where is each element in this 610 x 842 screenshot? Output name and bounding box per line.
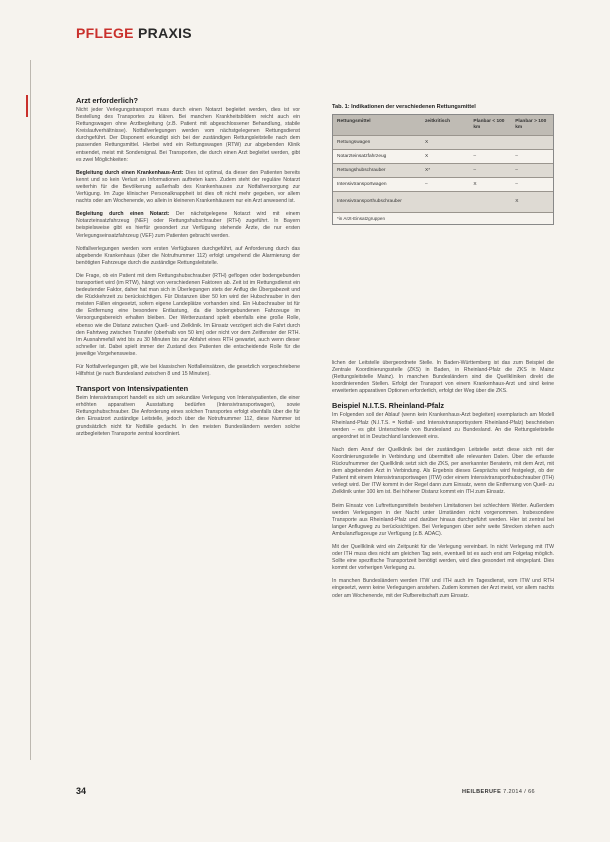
table-cell bbox=[511, 136, 553, 150]
paragraph: Beim Intensivtransport handelt es sich um sekundäre Verlegung von Intensivpatienten, die einer erhöhten apparativen Ausstattung bedürfen (Intensivtransportwagen), sowie Rettungshubschrauber. Die Anforderung eines solchen Transportes erfolgt ebenfalls über die für den Einsatzort zuständige Leitstelle, jedoch über die Notrufnummer 112, diese Nummer ist grundsätzlich nicht für Notfälle gedacht. In den meisten Bundesländern werden solche arztbegleiteten Transporte zentral koordiniert. bbox=[76, 395, 300, 437]
paragraph bbox=[76, 211, 300, 239]
table-cell: – bbox=[421, 178, 469, 192]
paragraph: Mit der Quellklinik wird ein Zeitpunkt für die Verlegung vereinbart. In nicht Verlegung mit ITW oder ITH muss dies nicht am gleichen Tag sein, eventuell ist es auch erst am Folgetag möglich. Sollte eine spezifische Transportzeit benötigt werden, wird dies gesondert mit eingeplant. Dies kommt der vorherigen Verlegung zu. bbox=[332, 543, 554, 572]
table-cell: X bbox=[469, 178, 511, 192]
paragraph: Im Folgenden soll der Ablauf (wenn kein Krankenhaus-Arzt begleiten) exemplarisch am Modell Rheinland-Pfalz (N.I.T.S. = Notfall- und Intensivtransportsystem Rheinland-Pfalz) beschrieben werden – es gibt Unterschiede von Bundesland zu Bundesland. An die Rettungsleitstelle angeordnet ist in Deutschland landesweit eins. bbox=[332, 412, 554, 440]
table-row bbox=[333, 192, 553, 213]
paragraph: Für Notfallverlegungen gilt, wie bei klassischen Notfalleinsätzen, die gesetzlich vorgeschriebene Hilfsfrist (je nach Bundesland zwischen 8 und 15 Minuten). bbox=[76, 364, 300, 378]
paragraph: In manchen Bundesländern werden ITW und ITH auch im Tagesdienst, vom ITW und RTH eingesetzt, wenn keine Verlegungen anstehen. Zudem kommen der Arzt meist, vor allem nachts oder am Wochenende, mit der Rufbereitschaft zum Einsatz. bbox=[332, 578, 554, 599]
paragraph: Die Frage, ob ein Patient mit dem Rettungshubschrauber (RTH) geflogen oder bodengebunden transportiert wird (im RTW), hängt von verschiedenen Faktoren ab. Zeit ist im Rettungsdienst ein bedeutender Faktor, daher hat man sich in Überlegungen stets der Anflug die Übergabezeit und die Rückkehrzeit zu berücksichtigen. Für Distanzen über 50 km wird der Hubschrauber in den meisten Fällen eingesetzt, sofern eigene Landeplätze vorhanden sind. Ein Hubschrauber ist für die Entfernung eine besondere Entlastung, da die bodengebundenen Fahrzeuge im Versorgungsbereich erhalten bleiben. Der Wetterzustand spielt ebenfalls eine große Rolle, ebenso wie die Distanz zwischen Quell- und Zielklinik. Im Einsatz verzögert sich die Fahrt durch den Fahrtweg zwischen Transfer (oberhalb von 50 km) oder nicht vor dem Zeitfenster der RTH. Im Ausnahmefall wird bis zu 30 Minuten bis zur Abfahrt eines RTH gewartet, auch wenn dieser schneller ist. Dabei spielt immer der Zustand des Patienten die entscheidende Rolle für die jeweilige Vorgehensweise. bbox=[76, 272, 300, 357]
table-cell: X bbox=[421, 136, 469, 150]
heading-nits-rheinland-pfalz: Beispiel N.I.T.S. Rheinland-Pfalz bbox=[332, 401, 445, 411]
table-frame bbox=[332, 114, 554, 225]
table-cell bbox=[469, 136, 511, 150]
table-cell: Intensivtransporthubschrauber bbox=[333, 192, 421, 213]
paragraph: Beim Einsatz von Luftrettungsmitteln bestehen Limitationen bei schlechtem Wetter. Außerdem werden Verlegungen in der Nacht unter Umständen nicht vorgenommen. Insbesondere Transporte aus Rheinland-Pfalz und darüber hinaus durchgeführt werden. Hier ist zentral bei langer Anflugweg zu berücksichtigen. Bei Verlegungen über sehr weite Strecken stehen auch Ambulanzflugzeuge zur Verfügung (z.B. ADAC). bbox=[332, 502, 554, 537]
table-cell: – bbox=[469, 164, 511, 178]
issue-info: 7.2014 / 66 bbox=[503, 789, 536, 795]
paragraph: Nicht jeder Verlegungstransport muss durch einen Notarzt begleitet werden, dies ist vor Bestellung des Transportes zu klären. Bei manchen Krankheitsbildern reicht auch ein Rettungswagen ohne Arztbegleitung (z.B. Patient mit abgeschlossener Behandlung, stabile Kreislaufverhältnisse). Notfallverlegungen werden vom nächstgelegenen Rettungsdienst durchgeführt. Der Disponent erkundigt sich bei der zuständigen Rettungsleitstelle nach dem passenden Rettungsmittel. Hierbei wird ein Rettungswagen (RTW) zur abgebenden Klinik entsendet, meist mit Sondersignal. Bei Transporten, die durch einen Arzt begleitet werden, gibt es zwei Möglichkeiten: bbox=[76, 107, 300, 163]
heading-arzt-erforderlich: Arzt erforderlich? bbox=[76, 96, 139, 105]
section-header bbox=[76, 25, 192, 41]
paragraph-text: Der nächstgelegene Notarzt wird mit einem Notarzteinsatzfahrzeug (NEF) oder Rettungshubschrauber (RTH) zugeführt. In Bayern beispielsweise gibt es hierfür gesondert zur Verfügung stehende Ärzte, die nur ersten Verlegungseinsatzfahrzeug (VEF) zum Patienten gebracht werden. bbox=[76, 211, 300, 239]
paragraph: Notfallverlegungen werden vom ersten Verfügbaren durchgeführt, auf Anforderung durch das abgebende Krankenhaus (über die Notrufnummer 112) erfolgt umgehend die Alarmierung der benötigten Fahrzeuge durch die zuständige Rettungsleitstelle. bbox=[76, 245, 300, 266]
paragraph-lead: Begleitung durch einen Notarzt: bbox=[76, 211, 170, 218]
table-header-cell: Planbar < 100 km bbox=[469, 115, 511, 136]
table-cell: – bbox=[469, 150, 511, 164]
right-column bbox=[332, 360, 554, 606]
table-cell: Rettungswagen bbox=[333, 136, 421, 150]
table-header-cell: zeitkritisch bbox=[421, 115, 469, 136]
paragraph-lead: Begleitung durch einen Krankenhaus-Arzt: bbox=[76, 169, 184, 176]
heading-intensivpatienten: Transport von Intensivpatienten bbox=[76, 384, 189, 394]
table-row bbox=[333, 136, 553, 150]
binding-edge bbox=[30, 60, 31, 760]
header-word-praxis: PRAXIS bbox=[138, 25, 192, 41]
header-word-pflege: PFLEGE bbox=[76, 25, 134, 41]
page-number: 34 bbox=[76, 786, 87, 796]
table-cell bbox=[469, 192, 511, 213]
table-cell: Rettungshubschrauber bbox=[333, 164, 421, 178]
table-cell: – bbox=[511, 150, 553, 164]
magazine-name: HEILBERUFE bbox=[462, 789, 502, 795]
table-row bbox=[333, 150, 553, 164]
table-title: Tab. 1: Indikationen der verschiedenen Rettungsmittel bbox=[332, 104, 476, 110]
table-cell: X bbox=[421, 150, 469, 164]
paragraph bbox=[76, 170, 300, 205]
table-footnote: *in Arzt-Einsatzgruppen bbox=[333, 212, 553, 224]
table-cell: Notarzteinsatzfahrzeug bbox=[333, 150, 421, 164]
paragraph: lichen der Leitstelle übergeordnete Stelle. In Baden-Württemberg ist das zum Beispiel die Zentrale Koordinierungsstelle (ZKS) in Baden, in Rheinland-Pfalz die ZKS in Mainz (Rettungsleitstelle Mainz). In manchen Bundesländern sind die Quellkliniken direkt die koordinierenden Stellen. Erfolgt der Transport von einem Krankenhaus-Arzt und sind keine erweiterten apparativen Optionen erforderlich, erfolgt der Weg über die ZKS. bbox=[332, 360, 554, 395]
table-cell: Intensivtransportwagen bbox=[333, 178, 421, 192]
table-cell: X* bbox=[421, 164, 469, 178]
paragraph: Nach dem Anruf der Quellklinik bei der zuständigen Leitstelle setzt diese sich mit der Koordinierungsstelle in Verbindung und übermittelt alle relevanten Daten. Über die erfasste Rückrufnummer der Quellklinik setzt sich die ZKS, per anerkannter Beraterin, mit dem Arzt, mit dem abgebenden Arzt in Verbindung. Als Ergebnis dieses Gesprächs wird festgelegt, ob der Patient mit einem Intensivtransportwagen (ITW) oder einem Intensivtransporthubschrauber (ITH) verlegt wird. Der ITW kommt in der Regel dann zum Einsatz, wenn die Entfernung von Quell- zu Zielklinik unter 100 km ist. Bei höherer Distanz kommt ein ITH zum Einsatz. bbox=[332, 446, 554, 496]
table-row bbox=[333, 164, 553, 178]
table-header-cell: Planbar > 100 km bbox=[511, 115, 553, 136]
table-cell bbox=[421, 192, 469, 213]
table-header-row bbox=[333, 115, 553, 136]
table-row bbox=[333, 178, 553, 192]
magazine-footer bbox=[462, 789, 535, 795]
paragraph-text: Dies ist optimal, da dieser den Patienten bereits kennt und so kein Verlust an Informationen auftreten kann. Zudem steht der reguläre Notarzt weiterhin für die Bevölkerung außerhalb des Krankenhauses zur Notfallversorgung zur Verfügung. Im Zuge klinischer Personalknappheit ist dies oft nicht mehr gegeben, vor allem nachts oder am Wochenende, wo allein in kleineren Krankenhäusern nur ein Arzt anwesend ist. bbox=[76, 169, 300, 205]
indication-table bbox=[332, 104, 554, 225]
table-cell: X bbox=[511, 192, 553, 213]
table-cell: – bbox=[511, 178, 553, 192]
margin-mark bbox=[26, 95, 28, 117]
table-header-cell: Rettungsmittel bbox=[333, 115, 421, 136]
table-cell: – bbox=[511, 164, 553, 178]
left-column bbox=[76, 96, 300, 444]
table bbox=[333, 115, 553, 212]
